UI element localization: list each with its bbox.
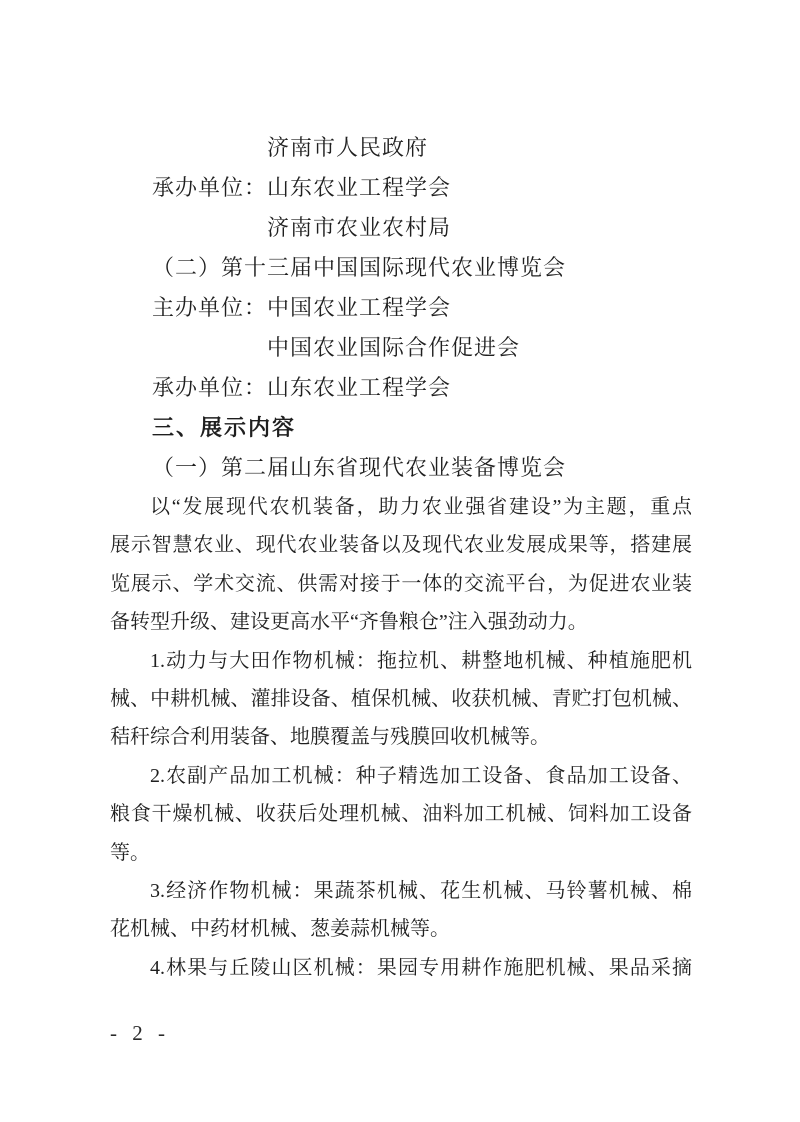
organizer-line-china-coop: 中国农业国际合作促进会 [267, 335, 521, 360]
item-3-line: 3.经济作物机械：果蔬茶机械、花生机械、马铃薯机械、棉 [150, 879, 692, 902]
item-3-line: 花机械、中药材机械、葱姜蒜机械等。 [110, 918, 450, 941]
subsection-heading-expo-1: （一）第二届山东省现代农业装备博览会 [152, 455, 567, 480]
organizer-line-undertaker-1: 承办单位：山东农业工程学会 [152, 175, 452, 200]
intro-paragraph-line: 展示智慧农业、现代农业装备以及现代农业发展成果等，搭建展 [110, 534, 692, 557]
section-heading: 三、展示内容 [152, 415, 297, 440]
document-body [110, 128, 692, 987]
item-1-line: 秸秆综合利用装备、地膜覆盖与残膜回收机械等。 [110, 726, 550, 749]
item-1-line: 1.动力与大田作物机械：拖拉机、耕整地机械、种植施肥机 [150, 649, 692, 672]
intro-paragraph-line: 览展示、学术交流、供需对接于一体的交流平台，为促进农业装 [110, 572, 692, 595]
item-2-line: 粮食干燥机械、收获后处理机械、油料加工机械、饲料加工设备 [110, 803, 692, 826]
page-number: - 2 - [110, 1021, 170, 1045]
intro-paragraph-line: 备转型升级、建设更高水平“齐鲁粮仓”注入强劲动力。 [110, 611, 588, 634]
subsection-heading-expo-2: （二）第十三届中国国际现代农业博览会 [152, 255, 567, 280]
item-1-line: 械、中耕机械、灌排设备、植保机械、收获机械、青贮打包机械、 [110, 687, 692, 710]
item-4-line: 4.林果与丘陵山区机械：果园专用耕作施肥机械、果品采摘 [150, 956, 692, 979]
organizer-line-jinan-agri: 济南市农业农村局 [267, 215, 452, 240]
organizer-line-jinan-gov: 济南市人民政府 [267, 135, 429, 160]
item-2-line: 2.农副产品加工机械：种子精选加工设备、食品加工设备、 [150, 764, 692, 787]
organizer-line-host: 主办单位：中国农业工程学会 [152, 295, 452, 320]
item-2-line: 等。 [110, 841, 150, 864]
intro-paragraph-line: 以“发展现代农机装备，助力农业强省建设”为主题，重点 [150, 496, 692, 518]
organizer-line-undertaker-2: 承办单位：山东农业工程学会 [152, 375, 452, 400]
